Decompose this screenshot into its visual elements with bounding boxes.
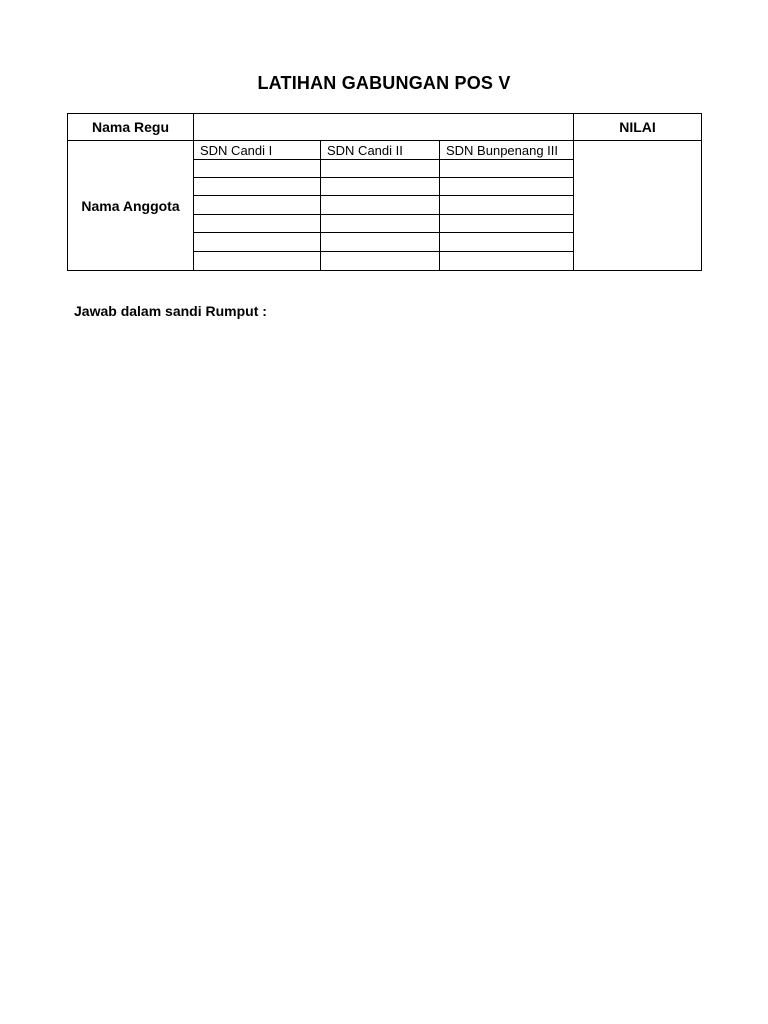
school-name-2: SDN Candi II — [321, 141, 440, 160]
member-cell[interactable] — [194, 160, 321, 178]
score-label: NILAI — [574, 114, 702, 141]
member-cell[interactable] — [194, 178, 321, 196]
member-cell[interactable] — [321, 252, 440, 271]
member-cell[interactable] — [440, 233, 574, 252]
member-cell[interactable] — [321, 196, 440, 215]
member-cell[interactable] — [440, 160, 574, 178]
members-label: Nama Anggota — [68, 141, 194, 271]
member-cell[interactable] — [321, 160, 440, 178]
page-title: LATIHAN GABUNGAN POS V — [257, 73, 511, 93]
member-cell[interactable] — [440, 215, 574, 233]
member-cell[interactable] — [440, 178, 574, 196]
member-cell[interactable] — [194, 252, 321, 271]
score-field[interactable] — [574, 141, 702, 271]
answer-prompt: Jawab dalam sandi Rumput : — [74, 303, 267, 319]
member-cell[interactable] — [321, 233, 440, 252]
team-name-row — [68, 114, 702, 141]
member-cell[interactable] — [321, 178, 440, 196]
team-form-table — [67, 113, 702, 271]
member-cell[interactable] — [440, 196, 574, 215]
team-name-field[interactable] — [194, 114, 574, 141]
school-name-1: SDN Candi I — [194, 141, 321, 160]
member-cell[interactable] — [194, 196, 321, 215]
team-name-label: Nama Regu — [68, 114, 194, 141]
member-cell[interactable] — [440, 252, 574, 271]
school-header-row — [68, 141, 702, 160]
member-cell[interactable] — [194, 233, 321, 252]
member-cell[interactable] — [321, 215, 440, 233]
school-name-3: SDN Bunpenang III — [440, 141, 574, 160]
member-cell[interactable] — [194, 215, 321, 233]
